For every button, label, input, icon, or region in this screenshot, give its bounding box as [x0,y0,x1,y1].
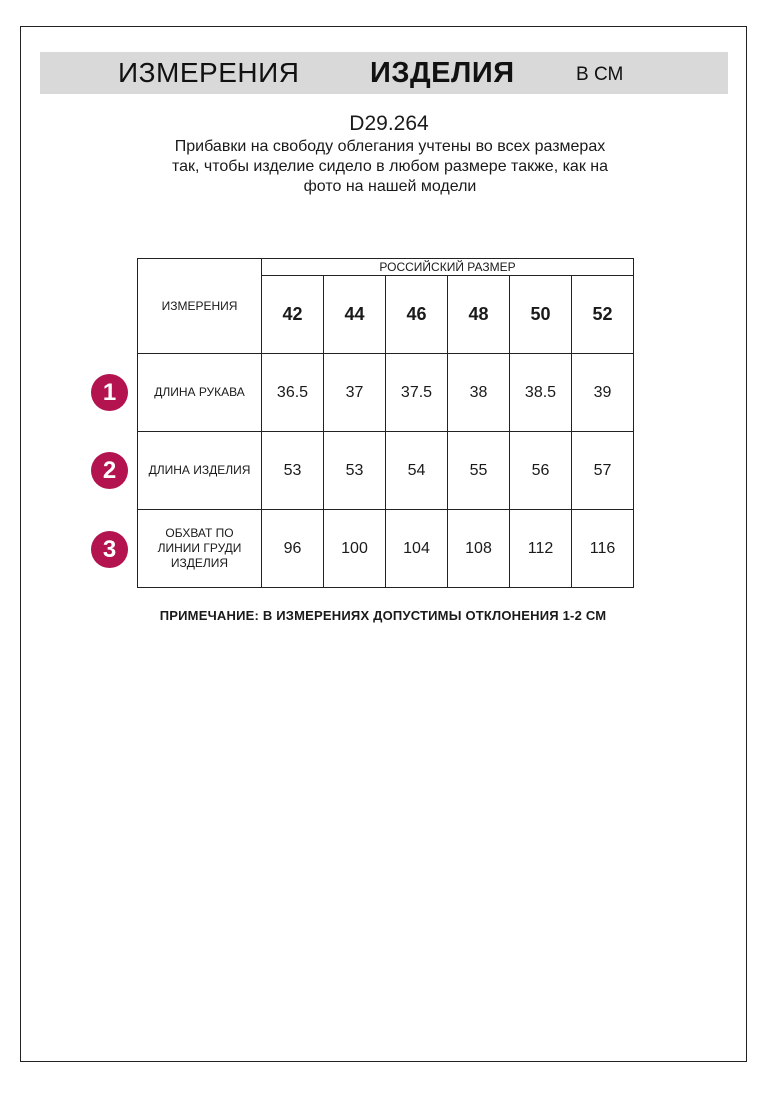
row-label-chest-girth [138,510,262,588]
value-cell: 38 [448,354,510,432]
row-label-sleeve-length: ДЛИНА РУКАВА [138,354,262,432]
table-row [138,432,634,510]
row-label-line: ЛИНИИ ГРУДИ [157,541,242,555]
value-cell: 56 [510,432,572,510]
value-cell: 112 [510,510,572,588]
value-cell: 116 [572,510,634,588]
size-cell: 44 [324,276,386,354]
value-cell: 37 [324,354,386,432]
article-number: D29.264 [349,112,429,135]
size-cell: 46 [386,276,448,354]
value-cell: 96 [262,510,324,588]
fit-note [120,137,660,197]
header-word-item: ИЗДЕЛИЯ [370,57,515,89]
row-label-line: ОБХВАТ ПО [165,526,234,540]
table-row [138,510,634,588]
value-cell: 100 [324,510,386,588]
fit-note-line: фото на нашей модели [303,178,477,195]
value-cell: 53 [262,432,324,510]
value-cell: 104 [386,510,448,588]
row-label-item-length: ДЛИНА ИЗДЕЛИЯ [138,432,262,510]
row-number-badge: 2 [91,452,128,489]
size-table [137,258,634,588]
row-label-line: ИЗДЕЛИЯ [170,556,229,570]
value-cell: 55 [448,432,510,510]
measurements-header: ИЗМЕРЕНИЯ [138,259,262,354]
size-cell: 50 [510,276,572,354]
value-cell: 39 [572,354,634,432]
value-cell: 37.5 [386,354,448,432]
size-cell: 42 [262,276,324,354]
value-cell: 38.5 [510,354,572,432]
size-cell: 52 [572,276,634,354]
value-cell: 36.5 [262,354,324,432]
value-cell: 53 [324,432,386,510]
fit-note-line: Прибавки на свободу облегания учтены во всех размерах [174,138,606,155]
value-cell: 57 [572,432,634,510]
header-unit: В СМ [576,64,624,85]
fit-note-line: так, чтобы изделие сидело в любом размере также, как на [171,158,609,175]
value-cell: 54 [386,432,448,510]
row-number-badge: 3 [91,531,128,568]
row-number-badge: 1 [91,374,128,411]
tolerance-footnote: ПРИМЕЧАНИЕ: В ИЗМЕРЕНИЯХ ДОПУСТИМЫ ОТКЛОНЕНИЯ 1-2 СМ [159,608,607,623]
header-word-measurements: ИЗМЕРЕНИЯ [118,57,300,88]
size-cell: 48 [448,276,510,354]
size-caption: РОССИЙСКИЙ РАЗМЕР [262,259,634,276]
value-cell: 108 [448,510,510,588]
table-row [138,354,634,432]
